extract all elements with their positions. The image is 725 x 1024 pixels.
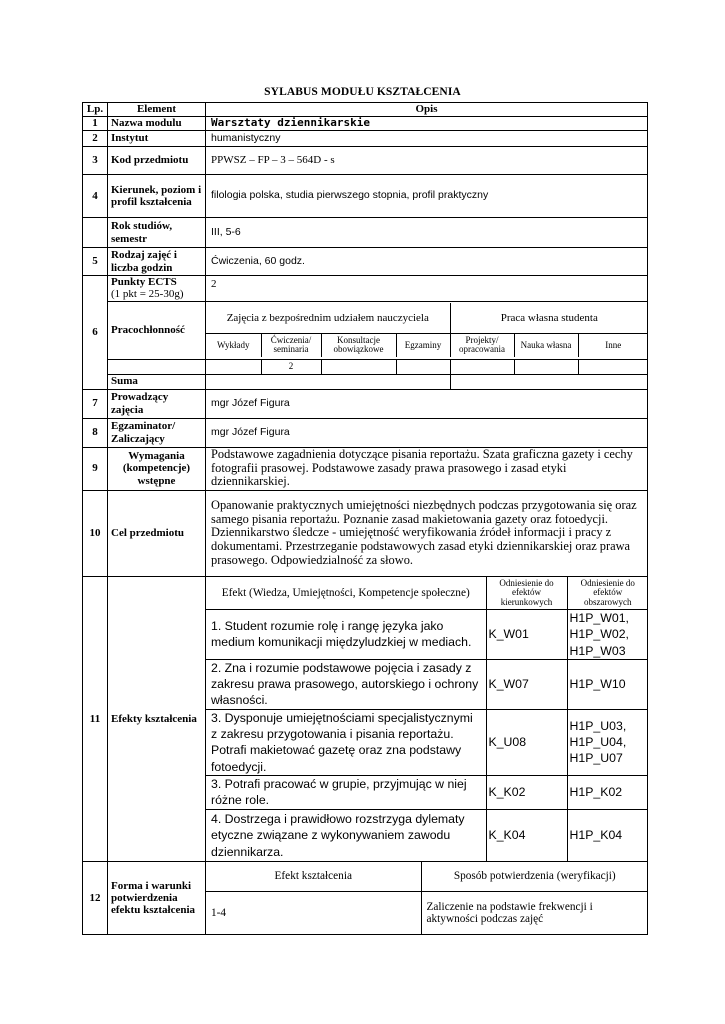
row-number: 4: [83, 175, 108, 218]
value-exams: [396, 360, 450, 374]
header-opis: Opis: [206, 103, 648, 117]
row-number: 8: [83, 418, 108, 447]
col-other: Inne: [578, 333, 648, 357]
outcome-header-directional: Odniesienie do efektów kierunkowych: [486, 577, 567, 610]
sum-table: [206, 375, 648, 389]
row-number: 1: [83, 117, 108, 131]
row-number: 5: [83, 248, 108, 276]
outcome-directional-code: K_K02: [486, 775, 567, 809]
workload-table: [206, 303, 648, 357]
outcome-text: 1. Student rozumie rolę i rangę języka jako medium komunikacji międzyludzkiej w mediach.: [206, 610, 486, 660]
row-8: [83, 418, 648, 447]
outcome-header-area: Odniesienie do efektów obszarowych: [567, 577, 648, 610]
row-label: Instytut: [108, 131, 206, 147]
row-6-workload: [83, 301, 648, 359]
row-label: Egzaminator/ Zaliczający: [108, 418, 206, 447]
row-number: 11: [83, 576, 108, 862]
row-5: [83, 248, 648, 276]
year-semester: III, 5-6: [206, 218, 648, 248]
row-number: 12: [83, 862, 108, 935]
header-lp: Lp.: [83, 103, 108, 117]
value-exercises: 2: [261, 360, 321, 374]
outcome-row: [206, 610, 648, 660]
row-label: Forma i warunki potwierdzenia efektu kształcenia: [108, 862, 206, 935]
col-projects: Projekty/ opracowania: [450, 333, 514, 357]
workload-values: [206, 360, 648, 374]
outcome-row: [206, 775, 648, 809]
row-label: Rodzaj zajęć i liczba godzin: [108, 248, 206, 276]
ects-value: 2: [206, 276, 648, 302]
row-9: [83, 447, 648, 490]
outcomes-table: [206, 577, 648, 862]
col-consultations: Konsultacje obowiązkowe: [321, 333, 396, 357]
outcome-text: 2. Zna i rozumie podstawowe pojęcia i zasady z zakresu prawa prasowego, autorskiego i ochrony własności.: [206, 659, 486, 709]
sum-label: Suma: [108, 374, 206, 389]
row-10: [83, 490, 648, 576]
outcome-directional-code: K_W07: [486, 659, 567, 709]
col-lectures: Wykłady: [206, 333, 261, 357]
value-self-study: [514, 360, 578, 374]
values-label-empty: [108, 359, 206, 374]
verification-effect: 1-4: [206, 891, 421, 934]
row-label: Wymagania (kompetencje) wstępne: [108, 447, 206, 490]
outcome-area-code: H1P_K04: [567, 809, 648, 861]
sum-contact: [206, 375, 450, 389]
value-projects: [450, 360, 514, 374]
outcome-area-code: H1P_W10: [567, 659, 648, 709]
col-exercises: Ćwiczenia/ seminaria: [261, 333, 321, 357]
outcome-row: [206, 659, 648, 709]
ects-label: [108, 276, 206, 302]
ects-title: Punkty ECTS: [111, 276, 177, 288]
row-label: Nazwa modulu: [108, 117, 206, 131]
header-row: [83, 103, 648, 117]
workload-cell: [206, 301, 648, 359]
institute-value: humanistyczny: [206, 131, 648, 147]
outcomes-cell: [206, 576, 648, 862]
row-7: [83, 389, 648, 418]
outcome-text: 4. Dostrzega i prawidłowo rozstrzyga dylematy etyczne związane z wykonywaniem zawodu dziennikarza.: [206, 809, 486, 861]
row-6-sum: [83, 374, 648, 389]
row-label: Rok studiów, semestr: [108, 218, 206, 248]
course-objective-text: Opanowanie praktycznych umiejętności niezbędnych podczas przygotowania się oraz samego pisania reportażu. Poznanie zasad makietowania gazety oraz fotoedycji. Dziennikarstwo śledcze - umiejętność weryfikowania źródeł informacji i pracy z dokumentami. Przestrzeganie podstawowych zasad etyki dziennikarskiej oraz prawa prasowego. Odpowiedzialność za słowo.: [206, 490, 648, 576]
row-4b: [83, 218, 648, 248]
col-exams: Egzaminy: [396, 333, 450, 357]
value-lectures: [206, 360, 261, 374]
row-6-ects: [83, 276, 648, 302]
row-number-empty: [83, 218, 108, 248]
row-number: 9: [83, 447, 108, 490]
value-other: [578, 360, 648, 374]
module-name: Warsztaty dziennikarskie: [206, 117, 648, 131]
outcome-area-code: H1P_K02: [567, 775, 648, 809]
outcome-header-effect: Efekt (Wiedza, Umiejętności, Kompetencje społeczne): [206, 577, 486, 610]
outcome-directional-code: K_W01: [486, 610, 567, 660]
row-4: [83, 175, 648, 218]
row-6-values: [83, 359, 648, 374]
self-study-header: Praca własna studenta: [450, 303, 648, 333]
workload-label: Pracochłonność: [108, 301, 206, 359]
row-3: [83, 147, 648, 175]
verification-method: Zaliczenie na podstawie frekwencji i aktywności podczas zajęć: [421, 891, 648, 934]
row-number: 2: [83, 131, 108, 147]
workload-values-cell: [206, 359, 648, 374]
row-1: [83, 117, 648, 131]
outcome-text: 3. Potrafi pracować w grupie, przyjmując w niej różne role.: [206, 775, 486, 809]
examiner-value: mgr Józef Figura: [206, 418, 648, 447]
outcome-area-code: H1P_U03, H1P_U04, H1P_U07: [567, 709, 648, 775]
outcome-directional-code: K_U08: [486, 709, 567, 775]
verification-header-method: Sposób potwierdzenia (weryfikacji): [421, 862, 648, 891]
row-label: Prowadzący zajęcia: [108, 389, 206, 418]
row-number: 3: [83, 147, 108, 175]
outcome-row: [206, 809, 648, 861]
instructor-value: mgr Józef Figura: [206, 389, 648, 418]
row-number: 6: [83, 276, 108, 390]
value-consultations: [321, 360, 396, 374]
document-title: SYLABUS MODUŁU KSZTAŁCENIA: [264, 86, 461, 98]
course-code: PPWSZ – FP – 3 – 564D - s: [206, 147, 648, 175]
row-label: Kierunek, poziom i profil kształcenia: [108, 175, 206, 218]
row-11: [83, 576, 648, 862]
row-12: [83, 862, 648, 935]
syllabus-table: [82, 102, 648, 935]
sum-cell: [206, 374, 648, 389]
verification-header-effect: Efekt kształcenia: [206, 862, 421, 891]
col-self-study: Nauka własna: [514, 333, 578, 357]
row-number: 10: [83, 490, 108, 576]
contact-hours-header: Zajęcia z bezpośrednim udziałem nauczyciela: [206, 303, 450, 333]
ects-subtitle: (1 pkt = 25-30g): [111, 288, 184, 301]
row-label: Kod przedmiotu: [108, 147, 206, 175]
class-type-hours: Ćwiczenia, 60 godz.: [206, 248, 648, 276]
sum-self: [450, 375, 648, 389]
header-element: Element: [108, 103, 206, 117]
row-label: Cel przedmiotu: [108, 490, 206, 576]
verification-table: [206, 862, 648, 934]
row-2: [83, 131, 648, 147]
outcome-row: [206, 709, 648, 775]
row-label: Efekty kształcenia: [108, 576, 206, 862]
outcome-area-code: H1P_W01, H1P_W02, H1P_W03: [567, 610, 648, 660]
outcome-directional-code: K_K04: [486, 809, 567, 861]
prerequisites-text: Podstawowe zagadnienia dotyczące pisania reportażu. Szata graficzna gazety i cechy fotografii prasowej. Podstawowe zasady prawa prasowego i zasad etyki dziennikarskiej.: [206, 447, 648, 490]
field-of-study: filologia polska, studia pierwszego stopnia, profil praktyczny: [206, 175, 648, 218]
outcome-text: 3. Dysponuje umiejętnościami specjalistycznymi z zakresu przygotowania i pisania reportażu. Potrafi makietować gazetę oraz zna podstawy fotoedycji.: [206, 709, 486, 775]
verification-cell: [206, 862, 648, 935]
row-number: 7: [83, 389, 108, 418]
